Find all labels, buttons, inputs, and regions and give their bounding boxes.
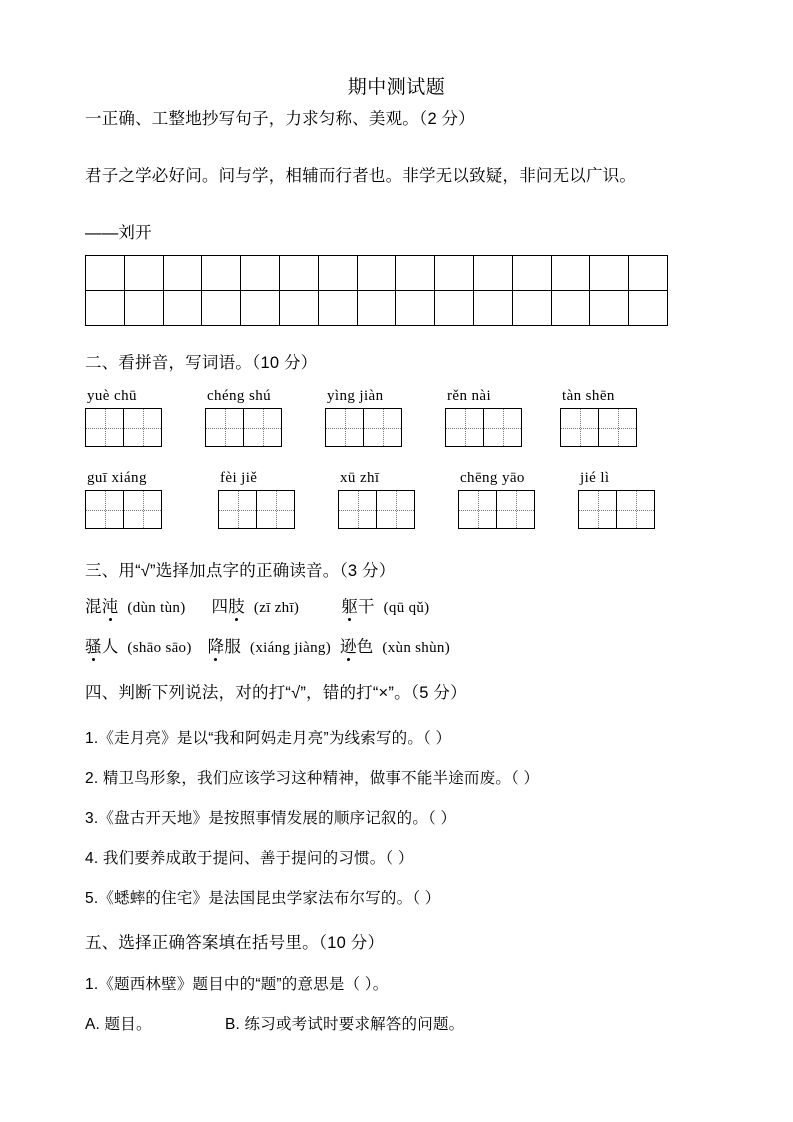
grid-cell[interactable] (552, 256, 591, 291)
tianzige-cell[interactable] (377, 491, 415, 529)
word-char: 人 (101, 638, 119, 656)
grid-cell[interactable] (86, 291, 125, 326)
grid-cell[interactable] (164, 256, 203, 291)
tianzige-cell[interactable] (257, 491, 295, 529)
section3-row-2 (85, 636, 450, 659)
section4-heading: 四、判断下列说法，对的打“√”，错的打“×”。（5 分） (85, 684, 467, 702)
pinyin-label: tàn shēn (562, 388, 615, 404)
pinyin-item-ying-jian (325, 388, 402, 447)
grid-cell[interactable] (435, 256, 474, 291)
tianzige-box[interactable] (85, 490, 162, 529)
tianzige-cell[interactable] (446, 409, 484, 447)
grid-cell[interactable] (629, 256, 668, 291)
grid-cell[interactable] (629, 291, 668, 326)
section5-option-a[interactable]: A. 题目。 (85, 1016, 152, 1033)
grid-cell[interactable] (280, 291, 319, 326)
tianzige-cell[interactable] (339, 491, 377, 529)
tianzige-cell[interactable] (599, 409, 637, 447)
section5-option-b[interactable]: B. 练习或考试时要求解答的问题。 (225, 1016, 465, 1033)
grid-cell[interactable] (241, 291, 280, 326)
section5-heading: 五、选择正确答案填在括号里。（10 分） (85, 934, 385, 952)
dotted-char: 逊 (340, 638, 357, 656)
section1-heading: 一正确、工整地抄写句子，力求匀称、美观。（2 分） (85, 110, 476, 128)
grid-cell[interactable] (474, 291, 513, 326)
pinyin-label: jié lì (580, 470, 610, 486)
tianzige-cell[interactable] (124, 491, 162, 529)
pinyin-item-cheng-yao (458, 470, 535, 529)
grid-cell[interactable] (125, 291, 164, 326)
word-char: 干 (357, 598, 375, 616)
tianzige-cell[interactable] (244, 409, 282, 447)
word-saoren[interactable] (85, 638, 118, 656)
reading-options-jiangfu[interactable]: (xiáng jiàng) (250, 640, 332, 656)
pinyin-item-ren-nai (445, 388, 522, 447)
tianzige-cell[interactable] (484, 409, 522, 447)
grid-cell[interactable] (552, 291, 591, 326)
word-hundun[interactable] (85, 598, 118, 616)
pinyin-item-fei-jie (218, 470, 295, 529)
pinyin-item-gui-xiang (85, 470, 162, 529)
tianzige-box[interactable] (325, 408, 402, 447)
grid-cell[interactable] (590, 256, 629, 291)
tianzige-box[interactable] (338, 490, 415, 529)
section1-attribution: ——刘开 (85, 224, 152, 242)
section4-item-1[interactable]: 1.《走月亮》是以“我和阿妈走月亮”为线索写的。（ ） (85, 730, 452, 747)
pinyin-label: chéng shú (207, 388, 272, 404)
grid-cell[interactable] (358, 256, 397, 291)
grid-cell[interactable] (474, 256, 513, 291)
word-jiangfu[interactable] (208, 638, 241, 656)
dotted-char: 肢 (228, 598, 245, 616)
section5-question-1[interactable]: 1.《题西林壁》题目中的“题”的意思是（ ）。 (85, 976, 389, 993)
reading-options-hundun[interactable]: (dùn tùn) (127, 600, 186, 616)
tianzige-box[interactable] (578, 490, 655, 529)
grid-cell[interactable] (513, 256, 552, 291)
grid-cell[interactable] (202, 256, 241, 291)
tianzige-box[interactable] (458, 490, 535, 529)
reading-options-sizhi[interactable]: (zī zhī) (253, 600, 300, 616)
tianzige-cell[interactable] (206, 409, 244, 447)
word-char: 混 (85, 598, 102, 616)
tianzige-cell[interactable] (124, 409, 162, 447)
grid-cell[interactable] (164, 291, 203, 326)
pinyin-item-yue-chu (85, 388, 162, 447)
grid-cell[interactable] (435, 291, 474, 326)
grid-cell[interactable] (396, 256, 435, 291)
section2-heading: 二、看拼音，写词语。（10 分） (85, 354, 318, 372)
pinyin-item-tan-shen (560, 388, 637, 447)
tianzige-cell[interactable] (459, 491, 497, 529)
pinyin-label: fèi jiě (220, 470, 258, 486)
pinyin-label: yìng jiàn (327, 388, 384, 404)
pinyin-label: xū zhī (340, 470, 380, 486)
reading-options-xunse[interactable]: (xùn shùn) (382, 640, 450, 656)
tianzige-cell[interactable] (561, 409, 599, 447)
tianzige-box[interactable] (85, 408, 162, 447)
tianzige-cell[interactable] (86, 491, 124, 529)
tianzige-cell[interactable] (86, 409, 124, 447)
dotted-char: 降 (207, 638, 225, 656)
tianzige-cell[interactable] (617, 491, 655, 529)
tianzige-box[interactable] (218, 490, 295, 529)
dotted-char: 骚 (85, 638, 102, 656)
tianzige-cell[interactable] (219, 491, 257, 529)
pinyin-item-xu-zhi (338, 470, 415, 529)
tianzige-box[interactable] (205, 408, 282, 447)
grid-cell[interactable] (319, 256, 358, 291)
dotted-char: 躯 (341, 598, 358, 616)
section4-item-2[interactable]: 2. 精卫鸟形象，我们应该学习这种精神，做事不能半途而废。（ ） (85, 770, 540, 787)
section4-item-5[interactable]: 5.《蟋蟀的住宅》是法国昆虫学家法布尔写的。（ ） (85, 890, 441, 907)
page-title: 期中测试题 (347, 77, 446, 98)
word-char: 四 (211, 598, 229, 616)
grid-cell[interactable] (396, 291, 435, 326)
word-qugan[interactable] (341, 598, 374, 616)
section4-item-3[interactable]: 3.《盘古开天地》是按照事情发展的顺序记叙的。（ ） (85, 810, 457, 827)
pinyin-label: rěn nài (447, 388, 492, 404)
tianzige-cell[interactable] (579, 491, 617, 529)
grid-cell[interactable] (241, 256, 280, 291)
grid-cell[interactable] (319, 291, 358, 326)
grid-cell[interactable] (125, 256, 164, 291)
grid-cell[interactable] (86, 256, 125, 291)
word-sizhi[interactable] (212, 598, 245, 616)
tianzige-box[interactable] (445, 408, 522, 447)
pinyin-label: chēng yāo (460, 470, 525, 486)
grid-cell[interactable] (358, 291, 397, 326)
grid-cell[interactable] (280, 256, 319, 291)
grid-cell[interactable] (202, 291, 241, 326)
word-char: 服 (224, 638, 242, 656)
pinyin-label: yuè chū (87, 388, 137, 404)
pinyin-item-cheng-shu (205, 388, 282, 447)
section3-row-1 (85, 596, 429, 619)
copy-writing-grid[interactable] (85, 255, 668, 326)
tianzige-box[interactable] (560, 408, 637, 447)
section3-heading: 三、用“√”选择加点字的正确读音。（3 分） (85, 562, 396, 580)
pinyin-label: guī xiáng (87, 470, 147, 486)
grid-cell[interactable] (513, 291, 552, 326)
tianzige-cell[interactable] (364, 409, 402, 447)
tianzige-cell[interactable] (326, 409, 364, 447)
section4-item-4[interactable]: 4. 我们要养成敢于提问、善于提问的习惯。（ ） (85, 850, 414, 867)
word-char: 色 (356, 638, 374, 656)
reading-options-qugan[interactable]: (qū qǔ) (383, 600, 430, 616)
reading-options-saoren[interactable]: (shāo sāo) (127, 640, 192, 656)
tianzige-cell[interactable] (497, 491, 535, 529)
word-xunse[interactable] (340, 638, 373, 656)
pinyin-item-jie-li (578, 470, 655, 529)
grid-cell[interactable] (590, 291, 629, 326)
dotted-char: 沌 (101, 598, 119, 616)
section1-quote: 君子之学必好问。问与学，相辅而行者也。非学无以致疑，非问无以广识。 (85, 167, 637, 185)
